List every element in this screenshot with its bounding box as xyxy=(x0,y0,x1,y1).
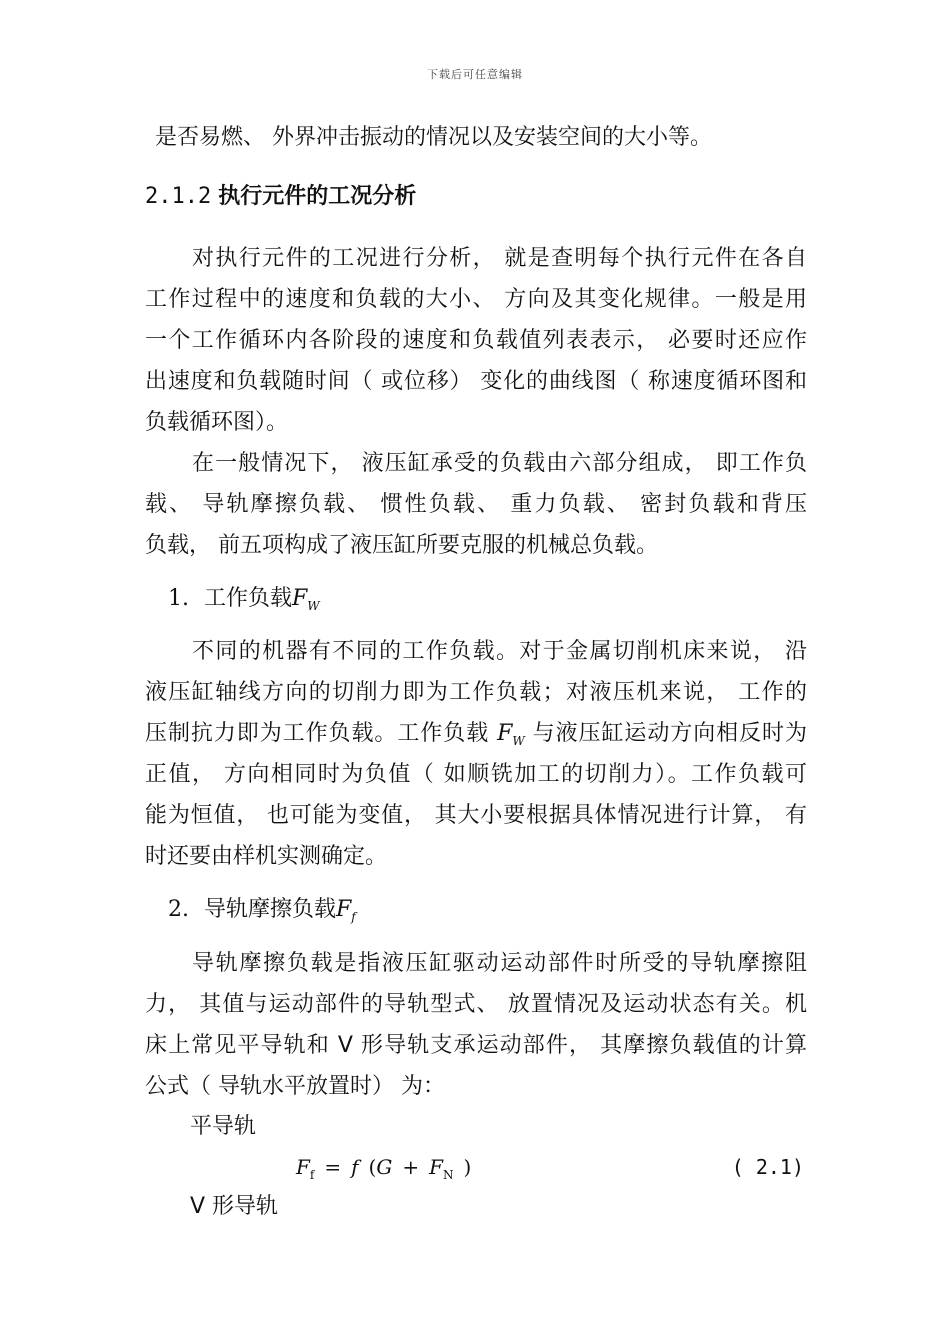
para3-text: 压制抗力即为工作负载。工作负载 xyxy=(145,721,498,746)
para1-line: 出速度和负载随时间（ 或位移） 变化的曲线图（ 称速度循环图和 xyxy=(145,369,807,394)
intro-line: 是否易燃、 外界冲击振动的情况以及安装空间的大小等。 xyxy=(155,125,712,150)
formula-plus: + xyxy=(402,1155,420,1179)
formula-2-1 xyxy=(296,1152,471,1185)
item-2-title: 导轨摩擦负载 xyxy=(204,897,337,922)
formula-coefficient: f xyxy=(351,1155,359,1179)
para3-text: 与液压缸运动方向相反时为 xyxy=(524,721,807,746)
item-2-number: 2. xyxy=(168,897,189,922)
formula-normal-subscript: N xyxy=(442,1168,454,1182)
work-load-subscript: W xyxy=(512,734,525,748)
para1-line: 工作过程中的速度和负载的大小、 方向及其变化规律。一般是用 xyxy=(145,287,807,312)
item-1-number: 1. xyxy=(168,586,189,611)
item-1-symbol: F xyxy=(292,586,308,611)
para4-line: 公式（ 导轨水平放置时） 为： xyxy=(145,1074,445,1099)
para1-line: 负载循环图）。 xyxy=(145,410,289,435)
formula-lhs-subscript: f xyxy=(309,1168,315,1182)
item-1-title: 工作负载 xyxy=(204,586,293,611)
para1-line: 对执行元件的工况进行分析， 就是查明每个执行元件在各自 xyxy=(192,246,807,271)
para3-line xyxy=(145,719,807,749)
section-title: 执行元件的工况分析 xyxy=(218,184,417,209)
item-1-heading xyxy=(168,584,320,616)
para2-line: 在一般情况下， 液压缸承受的负载由六部分组成， 即工作负 xyxy=(192,451,807,476)
section-heading xyxy=(145,182,416,212)
formula-close-paren: ) xyxy=(463,1155,472,1179)
work-load-symbol: F xyxy=(497,721,513,746)
para4-line: 床上常见平导轨和 V 形导轨支承运动部件， 其摩擦负载值的计算 xyxy=(145,1033,807,1058)
para3-line: 液压缸轴线方向的切削力即为工作负载；对液压机来说， 工作的 xyxy=(145,680,807,705)
para3-line: 正值， 方向相同时为负值（ 如顺铣加工的切削力）。工作负载可 xyxy=(145,762,807,787)
item-2-symbol: F xyxy=(336,897,352,922)
equation-number: ( 2.1) xyxy=(731,1155,804,1179)
item-2-heading xyxy=(168,895,356,927)
flat-guide-label: 平导轨 xyxy=(190,1114,257,1139)
para3-line: 能为恒值， 也可能为变值， 其大小要根据具体情况进行计算， 有 xyxy=(145,803,807,828)
formula-equals: = xyxy=(324,1155,342,1179)
formula-open-paren: ( xyxy=(368,1155,377,1179)
item-2-subscript: f xyxy=(351,910,356,924)
formula-gravity: G xyxy=(376,1155,393,1179)
para3-line: 时还要由样机实测确定。 xyxy=(145,844,388,869)
para3-line: 不同的机器有不同的工作负载。对于金属切削机床来说， 沿 xyxy=(192,639,807,664)
v-guide-label: V 形导轨 xyxy=(190,1194,279,1219)
formula-lhs: F xyxy=(296,1155,310,1179)
para4-line: 力， 其值与运动部件的导轨型式、 放置情况及运动状态有关。机 xyxy=(145,992,807,1017)
para2-line: 载、 导轨摩擦负载、 惯性负载、 重力负载、 密封负载和背压 xyxy=(145,492,807,517)
page-header: 下载后可任意编辑 xyxy=(427,68,523,81)
para1-line: 一个工作循环内各阶段的速度和负载值列表表示， 必要时还应作 xyxy=(145,328,807,353)
section-number: 2.1.2 xyxy=(145,184,212,209)
para4-line: 导轨摩擦负载是指液压缸驱动运动部件时所受的导轨摩擦阻 xyxy=(192,951,807,976)
formula-normal-force: F xyxy=(429,1155,443,1179)
para2-line: 负载， 前五项构成了液压缸所要克服的机械总负载。 xyxy=(145,533,658,558)
item-1-subscript: W xyxy=(307,599,320,613)
